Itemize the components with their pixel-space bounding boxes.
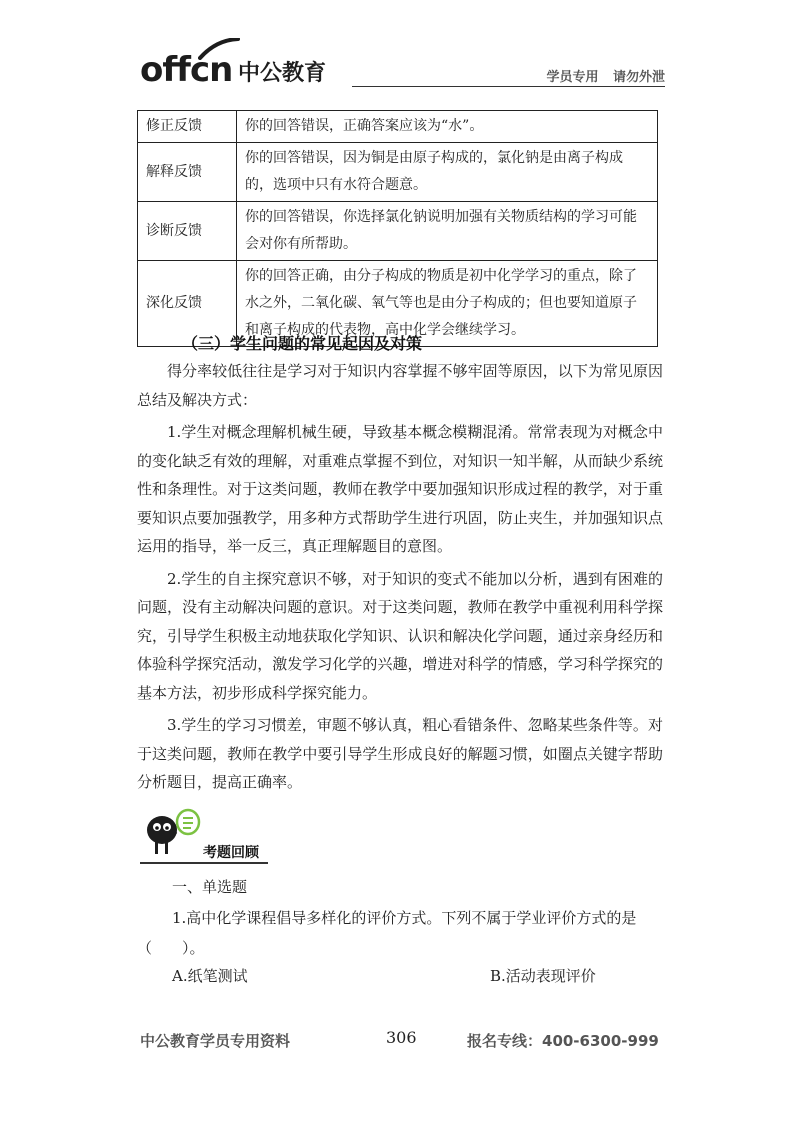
paragraph: 2.学生的自主探究意识不够，对于知识的变式不能加以分析，遇到有困难的问题，没有主动解决问题的意识。对于这类问题，教师在教学中重视利用科学探究，引导学生积极主动地获取化学知识、认识和解决化学问题，通过亲身经历和体验科学探究活动，激发学习化学的兴趣，增进对科学的情感，学习科学探究的基本方法，初步形成科学探究能力。: [137, 569, 663, 702]
table-row: [138, 202, 658, 261]
question-text: 1.高中化学课程倡导多样化的评价方式。下列不属于学业评价方式的是（ ）。: [137, 909, 637, 957]
feedback-type: 解释反馈: [138, 143, 237, 202]
paragraph: 1.学生对概念理解机械生硬，导致基本概念模糊混淆。常常表现为对概念中的变化缺乏有效的理解，对重难点掌握不到位，对知识一知半解，从而缺少系统性和条理性。对于这类问题，教师在教学中要加强知识形成过程的教学，对于重要知识点要加强教学，用多种方式帮助学生进行巩固，防止夹生，并加强知识点运用的指导，举一反三，真正理解题目的意图。: [137, 423, 663, 555]
review-underline: [140, 862, 268, 864]
table-row: [138, 111, 658, 143]
feedback-content: 你的回答正确，由分子构成的物质是初中化学学习的重点，除了水之外，二氧化碳、氧气等也是由分子构成的；但也要知道原子和离子构成的代表物，高中化学会继续学习。: [237, 261, 658, 347]
paragraph: 得分率较低往往是学习对于知识内容掌握不够牢固等原因，以下为常见原因总结及解决方式：: [137, 362, 663, 409]
section-body: [137, 357, 663, 801]
logo-chinese-name: 中公教育: [238, 61, 327, 86]
mascot-icon: [140, 808, 202, 860]
feedback-type: 修正反馈: [138, 111, 237, 143]
header-rule: [352, 86, 665, 87]
page-number: 306: [386, 1028, 417, 1047]
feedback-content: 你的回答错误，你选择氯化钠说明加强有关物质结构的学习可能会对你有所帮助。: [237, 202, 658, 261]
question-type: 一、单选题: [172, 878, 248, 896]
logo-swoosh-icon: [198, 38, 240, 60]
table-row: [138, 143, 658, 202]
option-a: A.纸笔测试: [172, 967, 248, 985]
feedback-content: 你的回答错误，正确答案应该为“水”。: [237, 111, 658, 143]
footer-hotline: 报名专线：400-6300-999: [467, 1032, 659, 1050]
option-b: B.活动表现评价: [490, 967, 596, 985]
paragraph: 3.学生的学习习惯差，审题不够认真，粗心看错条件、忽略某些条件等。对于这类问题，教师在教学中要引导学生形成良好的解题习惯，如圈点关键字帮助分析题目，提高正确率。: [137, 716, 663, 791]
section-title: （三）学生问题的常见起因及对策: [182, 334, 423, 353]
offcn-logo: offcn: [140, 50, 233, 90]
feedback-table: [137, 110, 658, 347]
footer-label: 中公教育学员专用资料: [140, 1032, 291, 1050]
review-title: 考题回顾: [203, 845, 259, 861]
feedback-type: 深化反馈: [138, 261, 237, 347]
feedback-type: 诊断反馈: [138, 202, 237, 261]
page-header: [140, 42, 665, 92]
header-notice: 学员专用 请勿外泄: [546, 70, 665, 85]
feedback-content: 你的回答错误，因为铜是由原子构成的，氯化钠是由离子构成的，选项中只有水符合题意。: [237, 143, 658, 202]
